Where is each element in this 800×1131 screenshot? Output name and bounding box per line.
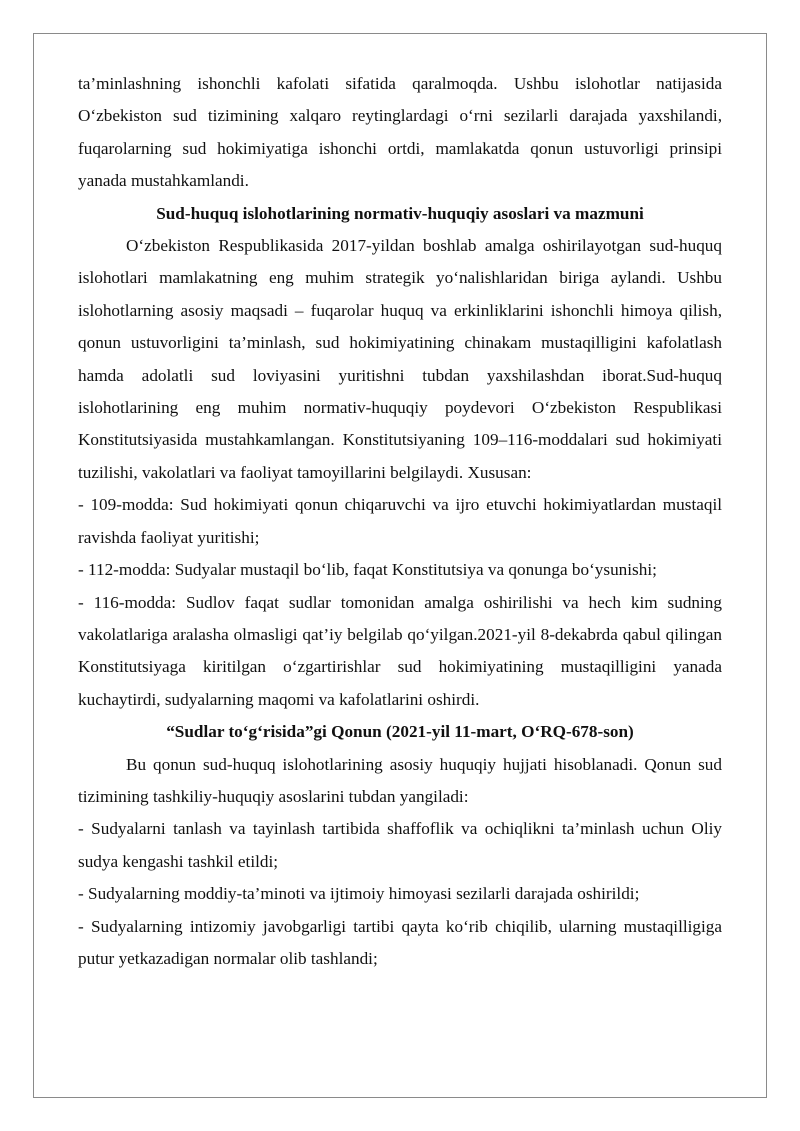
courts-law-list: [78, 813, 722, 975]
section-paragraph-reforms: O‘zbekiston Respublikasida 2017-yildan boshlab amalga oshirilayotgan sud-huquq islohotlari mamlakatning eng muhim strategik yo‘nalishlaridan biriga aylandi. Ushbu islohotlarning asosiy maqsadi – fuqarolar huquq va erkinliklarini ishonchli himoya qilish, qonun ustuvorligini ta’minlash, sud hokimiyatining chinakam mustaqilligini kafolatlash hamda adolatli sud loviyasini yuritishni tubdan yaxshilashdan iborat.Sud-huquq islohotlarining eng muhim normativ-huquqiy poydevori O‘zbekiston Respublikasi Konstitutsiyasida mustahkamlangan. Konstitutsiyaning 109–116-moddalari sud hokimiyati tuzilishi, vakolatlari va faoliyat tamoyillarini belgilaydi. Xususan:: [78, 236, 722, 482]
list-item: - 116-modda: Sudlov faqat sudlar tomonidan amalga oshirilishi va hech kim sudning vakolatlariga aralasha olmasligi qat’iy belgilab qo‘yilgan.2021-yil 8-dekabrda qabul qilingan Konstitutsiyaga kiritilgan o‘zgartirishlar sud hokimiyatining mustaqilligini yanada kuchaytirdi, sudyalarning maqomi va kafolatlarini oshirdi.: [78, 592, 722, 709]
constitution-articles-list: [78, 489, 722, 716]
list-item: - Sudyalarning moddiy-ta’minoti va ijtimoiy himoyasi sezilarli darajada oshirildi;: [78, 884, 640, 904]
intro-paragraph: ta’minlashning ishonchli kafolati sifatida qaralmoqda. Ushbu islohotlar natijasida O‘zbekiston sud tizimining xalqaro reytinglardagi o‘rni sezilarli darajada yaxshilandi, fuqarolarning sud hokimiyatiga ishonchi ortdi, mamlakatda qonun ustuvorligi prinsipi yanada mustahkamlandi.: [78, 74, 722, 191]
list-item: - Sudyalarning intizomiy javobgarligi tartibi qayta ko‘rib chiqilib, ularning mustaqilligiga putur yetkazadigan normalar olib tashlandi;: [78, 916, 722, 968]
section-heading-courts-law: “Sudlar to‘g‘risida”gi Qonun (2021-yil 11-mart, O‘RQ-678-son): [166, 722, 634, 742]
section-heading-reforms: Sud-huquq islohotlarining normativ-huquqiy asoslari va mazmuni: [156, 203, 644, 223]
list-item: - 109-modda: Sud hokimiyati qonun chiqaruvchi va ijro etuvchi hokimiyatlardan mustaqil ravishda faoliyat yuritishi;: [78, 495, 722, 547]
list-item: - Sudyalarni tanlash va tayinlash tartibida shaffoflik va ochiqlikni ta’minlash uchun Oliy sudya kengashi tashkil etildi;: [78, 819, 722, 871]
list-item: - 112-modda: Sudyalar mustaqil bo‘lib, faqat Konstitutsiya va qonunga bo‘ysunishi;: [78, 560, 657, 580]
section-paragraph-courts-law: Bu qonun sud-huquq islohotlarining asosiy huquqiy hujjati hisoblanadi. Qonun sud tizimining tashkiliy-huquqiy asoslarini tubdan yangiladi:: [78, 754, 722, 806]
document-body: [78, 68, 722, 975]
